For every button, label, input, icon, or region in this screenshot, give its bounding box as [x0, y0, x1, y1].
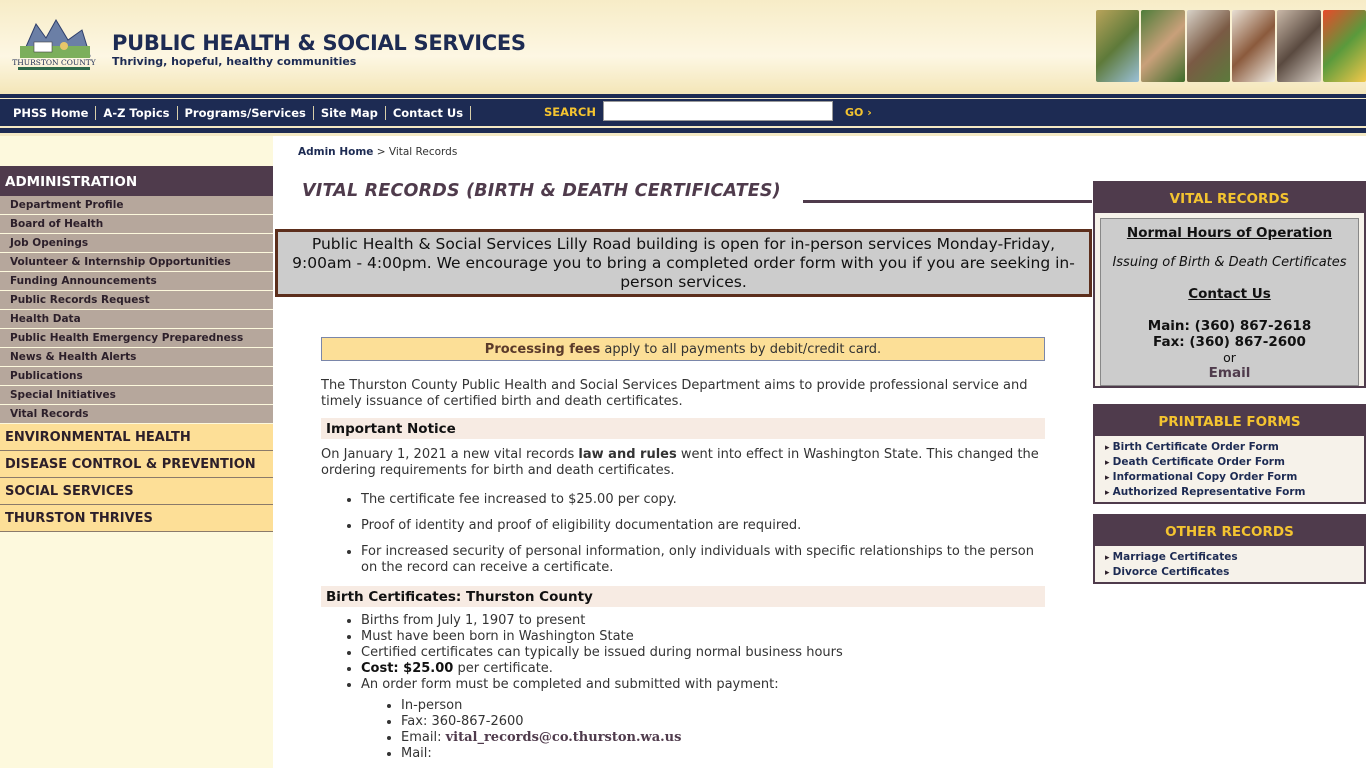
page-title: VITAL RECORDS (BIRTH & DEATH CERTIFICATES) [302, 181, 781, 201]
other-records-list [1095, 546, 1364, 581]
photo-nature [1096, 10, 1139, 82]
cost-value: Cost: $25.00 [361, 661, 454, 676]
hours-text: Issuing of Birth & Death Certificates [1112, 255, 1347, 270]
vital-records-heading: VITAL RECORDS [1095, 183, 1364, 213]
other-records-heading: OTHER RECORDS [1095, 516, 1364, 546]
search-input[interactable] [603, 101, 833, 121]
photo-food [1323, 10, 1366, 82]
printable-forms-box [1093, 404, 1366, 504]
photo-elder [1277, 10, 1320, 82]
authorized-representative-form-link[interactable]: ▸ Authorized Representative Form [1095, 486, 1364, 501]
search-label: SEARCH [544, 105, 596, 119]
list-item: • The certificate fee increased to $25.00 per copy. [361, 492, 1045, 508]
site-tagline: Thriving, hopeful, healthy communities [112, 55, 357, 68]
list-item: • Proof of identity and proof of eligibility documentation are required. [361, 518, 1045, 534]
nav-site-map[interactable]: Site Map [314, 106, 386, 120]
nav-contact-us[interactable]: Contact Us [386, 106, 471, 120]
header-photo-strip [1096, 10, 1366, 82]
email-address-link[interactable]: vital_records@co.thurston.wa.us [445, 730, 682, 745]
breadcrumb [298, 146, 457, 158]
list-item: • Certified certificates can typically be issued during normal business hours [361, 645, 1045, 661]
nav-bottom-rule [0, 128, 1366, 133]
sidebar-section-social-services[interactable]: SOCIAL SERVICES [0, 478, 273, 505]
svg-text:THURSTON COUNTY: THURSTON COUNTY [12, 58, 96, 67]
sidebar-item-board-of-health[interactable]: Board of Health [0, 215, 273, 234]
building-hours-notice: Public Health & Social Services Lilly Road building is open for in-person services Monday-Friday, 9:00am - 4:00pm. We encourage you to bring a completed order form with you if you are seeking in-person services. [275, 229, 1092, 297]
order-methods-list [321, 698, 1045, 762]
list-item: • In-person [401, 698, 1045, 714]
important-notice-post: went into effect in Washington State. This changed the ordering requirements for birth and death certificates. [321, 447, 1039, 478]
breadcrumb-separator: > [373, 146, 389, 158]
search-go-button[interactable]: GO › [845, 106, 872, 119]
list-item-order-form: • An order form must be completed and submitted with payment: [361, 677, 1045, 693]
nav-programs-services[interactable]: Programs/Services [178, 106, 314, 120]
death-certificate-form-link[interactable]: ▸ Death Certificate Order Form [1095, 456, 1364, 471]
photo-doctor [1232, 10, 1275, 82]
site-title: PUBLIC HEALTH & SOCIAL SERVICES [112, 31, 526, 55]
list-item-mail: • Mail: [401, 746, 1045, 762]
list-item: • Fax: 360-867-2600 [401, 714, 1045, 730]
nav-phss-home[interactable]: PHSS Home [6, 106, 96, 120]
birth-certificates-list [321, 613, 1045, 693]
sidebar-item-department-profile[interactable]: Department Profile [0, 196, 273, 215]
informational-copy-form-link[interactable]: ▸ Informational Copy Order Form [1095, 471, 1364, 486]
hours-heading: Normal Hours of Operation [1126, 225, 1333, 241]
other-records-box [1093, 514, 1366, 584]
sidebar-item-volunteer[interactable]: Volunteer & Internship Opportunities [0, 253, 273, 272]
sidebar-item-job-openings[interactable]: Job Openings [0, 234, 273, 253]
nav-links [6, 99, 471, 126]
site-header [0, 0, 1366, 94]
cost-suffix: per certificate. [453, 661, 553, 676]
important-notice-pre: On January 1, 2021 a new vital records [321, 447, 579, 462]
forms-list [1095, 436, 1364, 501]
marriage-certificates-link[interactable]: ▸ Marriage Certificates [1095, 551, 1364, 566]
law-and-rules-link[interactable]: law and rules [578, 447, 677, 462]
birth-certificate-form-link[interactable]: ▸ Birth Certificate Order Form [1095, 441, 1364, 456]
county-logo[interactable] [12, 16, 96, 76]
sidebar-item-emergency-preparedness[interactable]: Public Health Emergency Preparedness [0, 329, 273, 348]
main-nav [0, 99, 1366, 126]
processing-fee-banner [321, 337, 1045, 361]
important-notice-text [321, 447, 1045, 479]
breadcrumb-current: Vital Records [388, 146, 458, 158]
email-label: Email: [401, 730, 446, 745]
vital-records-box [1093, 181, 1366, 388]
list-item-cost [361, 661, 1045, 677]
contact-heading: Contact Us [1188, 286, 1271, 302]
email-link[interactable]: Email [1208, 365, 1251, 381]
fax-phone: Fax: (360) 867-2600 [1153, 334, 1306, 350]
processing-fee-text: apply to all payments by debit/credit card. [600, 342, 882, 357]
sidebar-item-funding[interactable]: Funding Announcements [0, 272, 273, 291]
sidebar-section-disease-control[interactable]: DISEASE CONTROL & PREVENTION [0, 451, 273, 478]
list-item: • Births from July 1, 1907 to present [361, 613, 1045, 629]
sidebar-item-health-data[interactable]: Health Data [0, 310, 273, 329]
sidebar-item-news-alerts[interactable]: News & Health Alerts [0, 348, 273, 367]
printable-forms-heading: PRINTABLE FORMS [1095, 406, 1364, 436]
main-phone: Main: (360) 867-2618 [1147, 318, 1312, 334]
photo-family [1187, 10, 1230, 82]
sidebar-item-special-initiatives[interactable]: Special Initiatives [0, 386, 273, 405]
or-text: or [1223, 350, 1236, 365]
sidebar-item-publications[interactable]: Publications [0, 367, 273, 386]
nav-a-z-topics[interactable]: A-Z Topics [96, 106, 177, 120]
important-notice-list [321, 492, 1045, 576]
sidebar-heading-administration[interactable]: ADMINISTRATION [0, 166, 273, 196]
processing-fees-link[interactable]: Processing fees [484, 342, 601, 357]
sidebar-list [0, 196, 273, 532]
left-sidebar [0, 136, 273, 768]
sidebar-section-thurston-thrives[interactable]: THURSTON THRIVES [0, 505, 273, 532]
sidebar-section-environmental-health[interactable]: ENVIRONMENTAL HEALTH [0, 424, 273, 451]
sidebar-item-public-records[interactable]: Public Records Request [0, 291, 273, 310]
list-item: • Must have been born in Washington State [361, 629, 1045, 645]
important-notice-heading: Important Notice [321, 418, 1045, 439]
list-item-email [401, 730, 1045, 746]
photo-child [1141, 10, 1184, 82]
sidebar-item-vital-records[interactable]: Vital Records [0, 405, 273, 424]
intro-paragraph: The Thurston County Public Health and Social Services Department aims to provide professional service and timely issuance of certified birth and death certificates. [321, 378, 1028, 409]
list-item: • For increased security of personal information, only individuals with specific relationships to the person on the record can receive a certificate. [361, 544, 1045, 576]
title-rule [803, 200, 1092, 203]
birth-certificates-heading: Birth Certificates: Thurston County [321, 586, 1045, 607]
main-content [321, 378, 1045, 762]
nav-top-rule [0, 94, 1366, 98]
breadcrumb-admin-home[interactable]: Admin Home [298, 146, 374, 158]
hours-contact-panel [1100, 218, 1359, 386]
divorce-certificates-link[interactable]: ▸ Divorce Certificates [1095, 566, 1364, 581]
